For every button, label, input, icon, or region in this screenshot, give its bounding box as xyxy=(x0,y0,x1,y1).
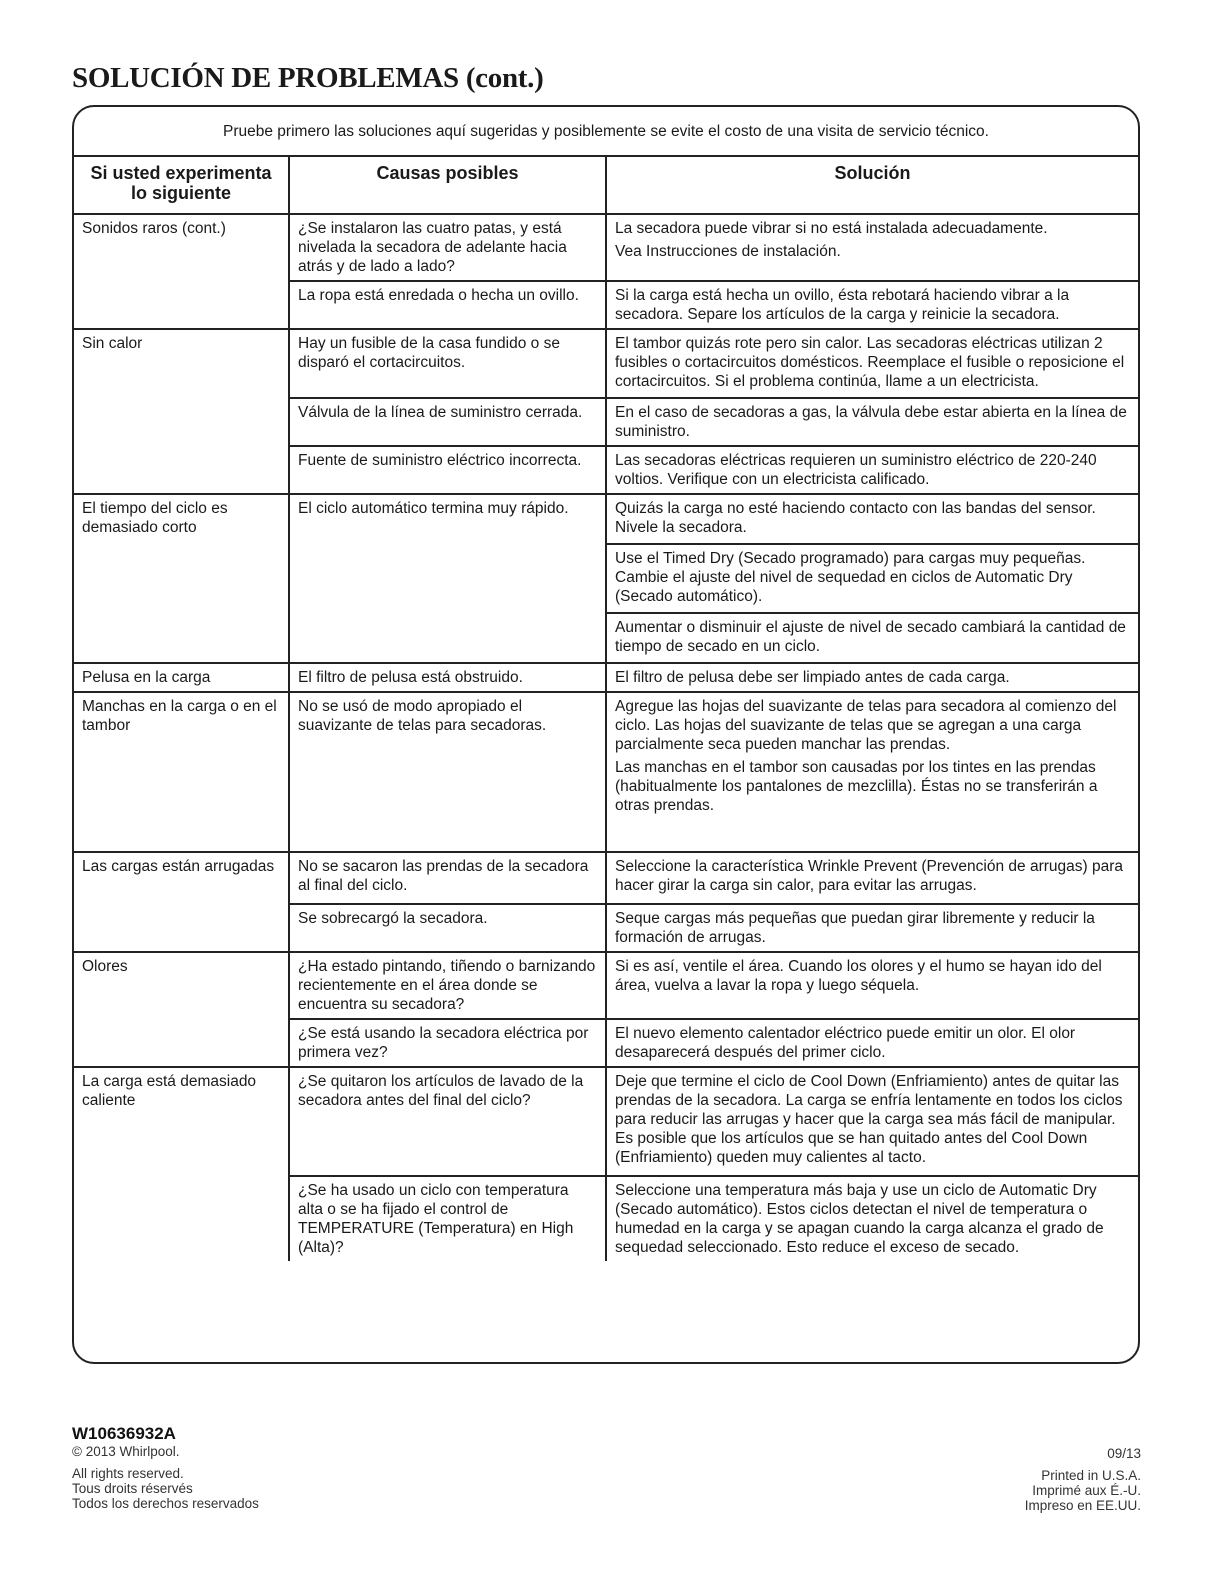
rights-es: Todos los derechos reservados xyxy=(72,1496,259,1511)
cause-cell: ¿Se ha usado un ciclo con temperatura alta o se ha fijado el control de TEMPERATURE (Temperatura) en High (Alta)? xyxy=(289,1176,606,1261)
cause-cell: ¿Ha estado pintando, tiñendo o barnizando recientemente en el área donde se encuentra su secadora? xyxy=(289,952,606,1019)
table-row xyxy=(74,852,1138,904)
intro-text: Pruebe primero las soluciones aquí sugeridas y posiblemente se evite el costo de una visita de servicio técnico. xyxy=(74,107,1138,157)
solution-cell: Seleccione la característica Wrinkle Prevent (Prevención de arrugas) para hacer girar la carga sin calor, para evitar las arrugas. xyxy=(606,852,1138,904)
copyright: © 2013 Whirlpool. xyxy=(72,1444,180,1459)
troubleshooting-table xyxy=(74,157,1138,1261)
solution-cell: Aumentar o disminuir el ajuste de nivel de secado cambiará la cantidad de tiempo de secado en un ciclo. xyxy=(606,613,1138,663)
problem-cell: El tiempo del ciclo es demasiado corto xyxy=(74,494,289,663)
cause-cell: ¿Se instalaron las cuatro patas, y está nivelada la secadora de adelante hacia atrás y de lado a lado? xyxy=(289,214,606,281)
printed-es: Impreso en EE.UU. xyxy=(1024,1498,1141,1513)
solution-cell xyxy=(606,214,1138,281)
document-code: W10636932A xyxy=(72,1424,176,1443)
solution-text: Vea Instrucciones de instalación. xyxy=(615,243,841,260)
cause-cell: Se sobrecargó la secadora. xyxy=(289,904,606,952)
cause-cell: El ciclo automático termina muy rápido. xyxy=(289,494,606,663)
rights-fr: Tous droits réservés xyxy=(72,1481,193,1496)
solution-text: Agregue las hojas del suavizante de telas para secadora al comienzo del ciclo. Las hojas del suavizante de telas que se agregan a una carga parcialmente seca pueden manchar las prendas. xyxy=(615,698,1117,753)
table-row xyxy=(74,952,1138,1019)
solution-cell: Si la carga está hecha un ovillo, ésta rebotará haciendo vibrar a la secadora. Separe los artículos de la carga y reinicie la secadora. xyxy=(606,281,1138,329)
cause-cell: El filtro de pelusa está obstruido. xyxy=(289,663,606,692)
table-row xyxy=(74,692,1138,852)
printed-en: Printed in U.S.A. xyxy=(1041,1468,1141,1483)
problem-cell: Las cargas están arrugadas xyxy=(74,852,289,952)
cause-cell: ¿Se quitaron los artículos de lavado de la secadora antes del final del ciclo? xyxy=(289,1067,606,1176)
printed-fr: Imprimé aux É.-U. xyxy=(1032,1483,1141,1498)
footer-right xyxy=(1025,1446,1141,1513)
table-header-row xyxy=(74,157,1138,214)
cause-cell: No se sacaron las prendas de la secadora al final del ciclo. xyxy=(289,852,606,904)
solution-text: La secadora puede vibrar si no está instalada adecuadamente. xyxy=(615,220,1048,237)
cause-cell: La ropa está enredada o hecha un ovillo. xyxy=(289,281,606,329)
cause-cell: Fuente de suministro eléctrico incorrecta. xyxy=(289,446,606,494)
solution-cell xyxy=(606,692,1138,852)
problem-cell: Manchas en la carga o en el tambor xyxy=(74,692,289,852)
solution-cell: Seque cargas más pequeñas que puedan girar libremente y reducir la formación de arrugas. xyxy=(606,904,1138,952)
table-row xyxy=(74,494,1138,544)
problem-cell: Pelusa en la carga xyxy=(74,663,289,692)
solution-cell: En el caso de secadoras a gas, la válvula debe estar abierta en la línea de suministro. xyxy=(606,398,1138,446)
problem-cell: Sin calor xyxy=(74,329,289,494)
solution-cell: Las secadoras eléctricas requieren un suministro eléctrico de 220-240 voltios. Verifique con un electricista calificado. xyxy=(606,446,1138,494)
solution-cell: Seleccione una temperatura más baja y use un ciclo de Automatic Dry (Secado automático). Estos ciclos detectan el nivel de temperatura o humedad en la carga y se apagan cuando la carga alcanza el grado de sequedad seleccionado. Esto reduce el exceso de secado. xyxy=(615,1182,1104,1256)
solution-cell: El nuevo elemento calentador eléctrico puede emitir un olor. El olor desaparecerá después del primer ciclo. xyxy=(606,1019,1138,1067)
troubleshooting-panel xyxy=(72,105,1140,1364)
problem-cell: Olores xyxy=(74,952,289,1067)
header-cause: Causas posibles xyxy=(289,157,606,214)
cause-cell: Hay un fusible de la casa fundido o se disparó el cortacircuitos. xyxy=(289,329,606,398)
rights-en: All rights reserved. xyxy=(72,1466,184,1481)
solution-cell: El tambor quizás rote pero sin calor. Las secadoras eléctricas utilizan 2 fusibles o cortacircuitos domésticos. Reemplace el fusible o reposicione el cortacircuitos. Si el problema continúa, llame a un electricista. xyxy=(606,329,1138,398)
solution-cell: Quizás la carga no esté haciendo contacto con las bandas del sensor. Nivele la secadora. xyxy=(606,494,1138,544)
cause-cell: Válvula de la línea de suministro cerrada. xyxy=(289,398,606,446)
cause-cell: ¿Se está usando la secadora eléctrica por primera vez? xyxy=(289,1019,606,1067)
cause-cell: No se usó de modo apropiado el suavizante de telas para secadoras. xyxy=(289,692,606,852)
solution-cell: Use el Timed Dry (Secado programado) para cargas muy pequeñas. Cambie el ajuste del nivel de sequedad en ciclos de Automatic Dry (Secado automático). xyxy=(606,544,1138,613)
problem-cell: La carga está demasiado caliente xyxy=(74,1067,289,1261)
print-date: 09/13 xyxy=(1107,1446,1141,1461)
table-row xyxy=(74,329,1138,398)
table-row xyxy=(74,214,1138,281)
problem-cell: Sonidos raros (cont.) xyxy=(74,214,289,329)
header-problem: Si usted experimenta lo siguiente xyxy=(74,157,289,214)
footer-left xyxy=(72,1426,259,1511)
solution-cell: Deje que termine el ciclo de Cool Down (Enfriamiento) antes de quitar las prendas de la secadora. La carga se enfría lentamente en todos los ciclos para reducir las arrugas y hacer que la carga sea más fácil de manipular. Es posible que los artículos que se han quitado antes del Cool Down (Enfriamiento) queden muy calientes al tacto. xyxy=(606,1067,1138,1176)
solution-cell: Si es así, ventile el área. Cuando los olores y el humo se hayan ido del área, vuelva a lavar la ropa y luego séquela. xyxy=(606,952,1138,1019)
page-title: SOLUCIÓN DE PROBLEMAS (cont.) xyxy=(72,62,544,94)
table-row xyxy=(74,663,1138,692)
solution-cell: El filtro de pelusa debe ser limpiado antes de cada carga. xyxy=(606,663,1138,692)
header-solution: Solución xyxy=(606,157,1138,214)
solution-text: Las manchas en el tambor son causadas por los tintes en las prendas (habitualmente los pantalones de mezclilla). Éstas no se transferirán a otras prendas. xyxy=(615,759,1098,814)
table-row xyxy=(74,1067,1138,1176)
